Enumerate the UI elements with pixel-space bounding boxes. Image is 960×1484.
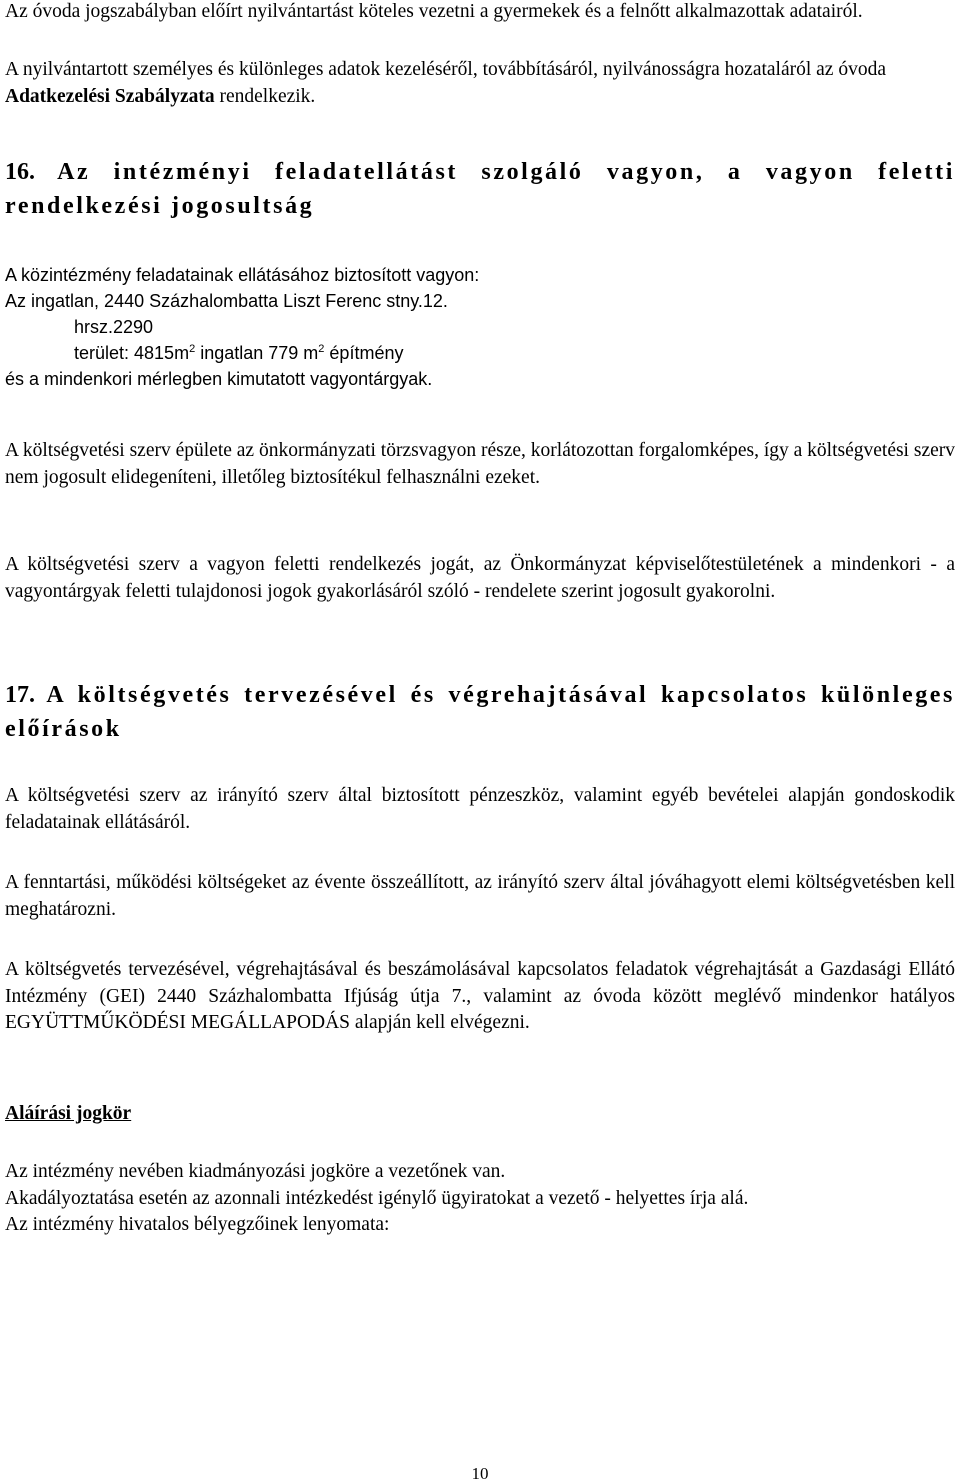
area-building-text: ingatlan 779 m [195,343,319,363]
area-land-exponent: 2 [189,343,196,355]
paragraph-budget-building: A költségvetési szerv épülete az önkormányzati törzsvagyon része, korlátozottan forgalomképes, így a költségvetési szerv nem jogosult elidegeníteni, illetőleg biztosítékul felhasználni ezeket. [5,440,955,488]
assets-line: és a mindenkori mérlegben kimutatott vagyontárgyak. [5,369,433,389]
section-16-heading [5,155,955,223]
area-building-exponent: 2 [318,343,325,355]
signature-rights-block [5,1159,955,1239]
signature-rights-heading [5,1101,955,1128]
area-building-suffix: építmény [324,343,404,363]
intro-text-before: A nyilvántartott személyes és különleges adatok kezeléséről, továbbításáról, nyilvánosságra hozataláról az óvoda [5,59,886,80]
property-block [5,262,955,392]
intro-text-after: rendelkezik. [214,85,316,107]
intro-paragraph-data-handling [5,57,955,110]
asset-intro-line: A közintézmény feladatainak ellátásához biztosított vagyon: [5,265,480,285]
paragraph-disposal-rights: A költségvetési szerv a vagyon feletti rendelkezés jogát, az Önkormányzat képviselőtestületének a mindenkori - a vagyontárgyak feletti tulajdonosi jogok gyakorlásáról szóló - rendelete szerint jogosult gyakorolni. [5,554,955,602]
signature-rights-title: Aláírási jogkör [5,1103,132,1124]
section-16-title: Az intézményi feladatellátást szolgáló vagyon, a vagyon feletti rendelkezési jogosultság [5,159,955,219]
property-hrsz-line: hrsz.2290 [74,317,154,337]
regulation-name: Adatkezelési Szabályzata [5,85,215,107]
signature-line-1: Az intézmény nevében kiadmányozási jogköre a vezetőnek van. [5,1161,506,1182]
section-17-title: A költségvetés tervezésével és végrehajtásával kapcsolatos különleges előírások [5,682,955,742]
intro-paragraph-records: Az óvoda jogszabályban előírt nyilvántartást köteles vezetni a gyermekek és a felnőtt alkalmazottak adatairól. [5,1,863,22]
signature-line-3: Az intézmény hivatalos bélyegzőinek lenyomata: [5,1214,390,1235]
section-17-heading [5,678,955,746]
area-land-text: terület: 4815m [74,343,190,363]
paragraph-funding: A költségvetési szerv az irányító szerv által biztosított pénzeszköz, valamint egyéb bevételei alapján gondoskodik feladatainak ellátásáról. [5,785,955,833]
section-17-number: 17. [5,682,35,708]
page-number: 10 [471,1464,489,1483]
property-address-line: Az ingatlan, 2440 Százhalombatta Liszt Ferenc stny.12. [5,291,448,311]
signature-line-2: Akadályoztatása esetén az azonnali intézkedést igénylő ügyiratokat a vezető - helyettes írja alá. [5,1187,749,1209]
section-16-number: 16. [5,159,35,185]
paragraph-cooperation-agreement: A költségvetés tervezésével, végrehajtásával és beszámolásával kapcsolatos feladatok végrehajtását a Gazdasági Ellátó Intézmény (GEI) 2440 Százhalombatta Ifjúság útja 7., valamint az óvoda között meglévő mindenkor hatályos EGYÜTTMŰKÖDÉSI MEGÁLLAPODÁS alapján kell elvégezni. [5,959,955,1033]
paragraph-operating-costs: A fenntartási, működési költségeket az évente összeállított, az irányító szerv által jóváhagyott elemi költségvetésben kell meghatározni. [5,872,955,920]
property-area-line [5,340,955,366]
